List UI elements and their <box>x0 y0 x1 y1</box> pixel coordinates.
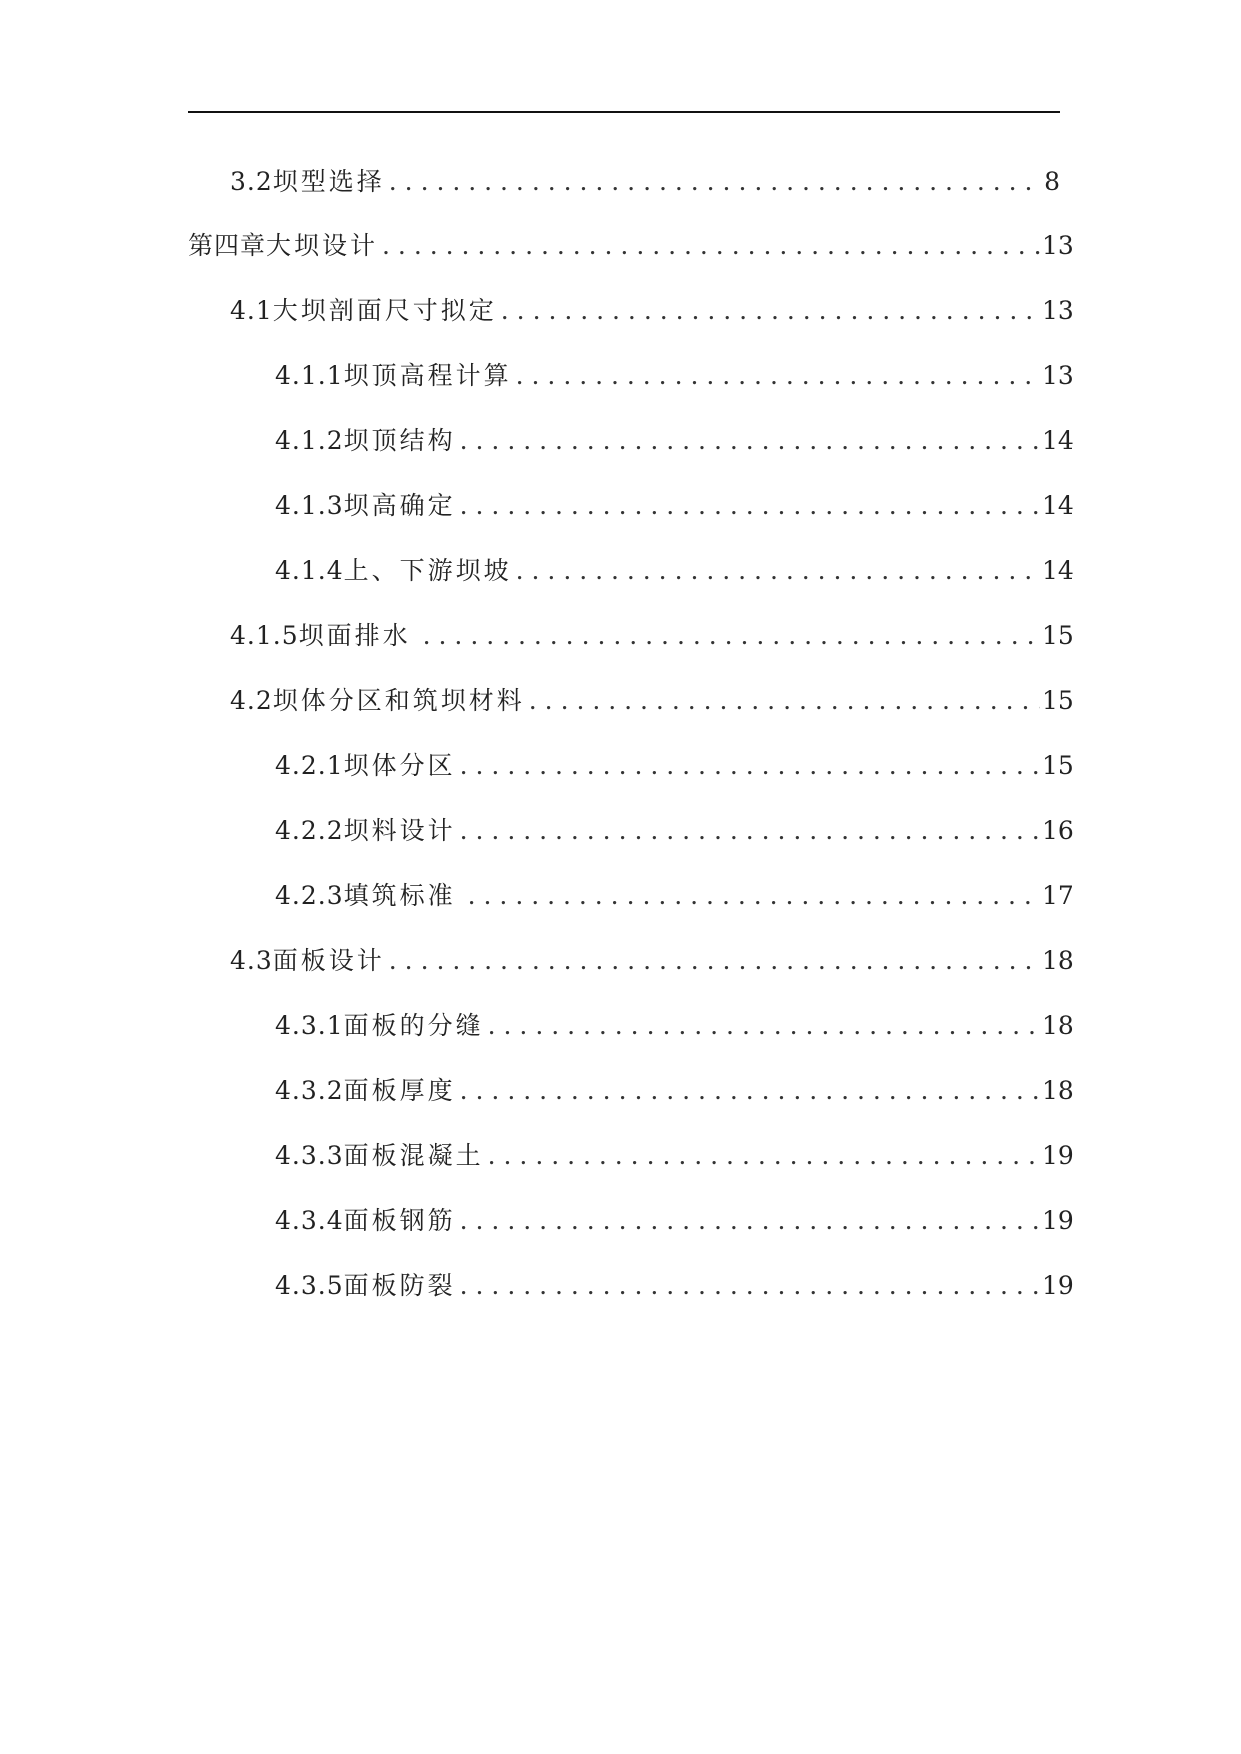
toc-dot-leader <box>385 162 1040 202</box>
header-rule <box>188 111 1060 113</box>
toc-entry-title: 面板防裂 <box>343 1271 456 1300</box>
toc-entry-page: 8 <box>1044 167 1060 196</box>
toc-dot-leader <box>484 1136 1040 1176</box>
toc-entry-page: 13 <box>1042 231 1074 260</box>
toc-dot-leader <box>456 421 1040 461</box>
toc-entry-page: 18 <box>1042 1076 1074 1105</box>
toc-entry-title: 面板混凝土 <box>343 1141 484 1170</box>
toc-entry-number: 4.1.3 <box>275 491 344 520</box>
toc-entry-number: 4.1.5 <box>230 621 299 650</box>
toc-entry-title: 坝体分区 <box>343 751 456 780</box>
toc-entry-number: 4.3 <box>230 946 273 975</box>
toc-entry[interactable] <box>188 226 1074 266</box>
toc-dot-leader <box>464 876 1040 916</box>
toc-entry-number: 4.1.2 <box>275 426 344 455</box>
toc-dot-leader <box>512 551 1040 591</box>
toc-dot-leader <box>456 746 1040 786</box>
toc-entry-number: 第四章 <box>188 231 267 260</box>
toc-entry-number: 4.3.3 <box>275 1141 344 1170</box>
toc-entry[interactable] <box>275 746 1074 786</box>
toc-entry-number: 4.2.1 <box>275 751 344 780</box>
toc-entry-number: 4.2.2 <box>275 816 344 845</box>
toc-entry-page: 14 <box>1042 426 1074 455</box>
toc-entry-title: 面板的分缝 <box>343 1011 484 1040</box>
toc-entry-page: 14 <box>1042 491 1074 520</box>
toc-dot-leader <box>456 811 1040 851</box>
toc-entry[interactable] <box>230 162 1060 202</box>
toc-entry-number: 4.3.1 <box>275 1011 344 1040</box>
toc-entry-page: 13 <box>1042 361 1074 390</box>
toc-entry-number: 4.1.1 <box>275 361 344 390</box>
toc-entry-title: 面板钢筋 <box>343 1206 456 1235</box>
toc-entry-page: 16 <box>1042 816 1074 845</box>
toc-entry[interactable] <box>275 486 1074 526</box>
toc-entry-title: 大坝设计 <box>266 231 379 260</box>
toc-entry-page: 18 <box>1042 946 1074 975</box>
toc-entry-number: 4.2 <box>230 686 273 715</box>
toc-entry-title: 面板厚度 <box>343 1076 456 1105</box>
toc-entry-number: 4.2.3 <box>275 881 344 910</box>
toc-dot-leader <box>456 1266 1040 1306</box>
toc-dot-leader <box>484 1006 1040 1046</box>
toc-entry-page: 17 <box>1042 881 1074 910</box>
toc-entry-number: 4.1 <box>230 296 273 325</box>
toc-dot-leader <box>525 681 1040 721</box>
toc-dot-leader <box>497 291 1040 331</box>
toc-entry[interactable] <box>275 1201 1074 1241</box>
toc-entry-page: 15 <box>1042 621 1074 650</box>
toc-entry[interactable] <box>230 291 1074 331</box>
toc-entry-page: 14 <box>1042 556 1074 585</box>
toc-entry-number: 3.2 <box>230 167 273 196</box>
toc-entry[interactable] <box>275 356 1074 396</box>
toc-entry-page: 15 <box>1042 686 1074 715</box>
toc-entry-title: 坝顶高程计算 <box>343 361 512 390</box>
toc-entry[interactable] <box>275 1136 1074 1176</box>
toc-entry-page: 13 <box>1042 296 1074 325</box>
toc-entry[interactable] <box>275 551 1074 591</box>
toc-entry[interactable] <box>275 1266 1074 1306</box>
toc-entry[interactable] <box>230 681 1074 721</box>
toc-entry-title: 坝高确定 <box>343 491 456 520</box>
toc-entry[interactable] <box>275 876 1074 916</box>
toc-dot-leader <box>456 1071 1040 1111</box>
toc-dot-leader <box>456 486 1040 526</box>
toc-entry-title: 坝顶结构 <box>343 426 456 455</box>
toc-dot-leader <box>378 226 1040 266</box>
toc-entry-number: 4.3.2 <box>275 1076 344 1105</box>
toc-dot-leader <box>385 941 1040 981</box>
toc-entry-number: 4.1.4 <box>275 556 344 585</box>
toc-entry-title: 坝料设计 <box>343 816 456 845</box>
toc-entry[interactable] <box>230 941 1074 981</box>
toc-dot-leader <box>456 1201 1040 1241</box>
toc-entry-page: 18 <box>1042 1011 1074 1040</box>
toc-dot-leader <box>419 616 1040 656</box>
toc-entry[interactable] <box>275 421 1074 461</box>
toc-entry-title: 上、下游坝坡 <box>343 556 512 585</box>
toc-entry-title: 坝面排水 <box>298 621 411 650</box>
toc-entry-title: 填筑标准 <box>343 881 456 910</box>
toc-entry[interactable] <box>275 811 1074 851</box>
toc-entry-title: 大坝剖面尺寸拟定 <box>272 296 497 325</box>
toc-entry[interactable] <box>275 1006 1074 1046</box>
toc-entry-title: 坝体分区和筑坝材料 <box>272 686 525 715</box>
toc-entry-page: 19 <box>1042 1206 1074 1235</box>
toc-entry[interactable] <box>230 616 1074 656</box>
toc-entry-page: 15 <box>1042 751 1074 780</box>
toc-entry-page: 19 <box>1042 1271 1074 1300</box>
toc-entry-number: 4.3.4 <box>275 1206 344 1235</box>
toc-entry-title: 面板设计 <box>272 946 385 975</box>
toc-entry-page: 19 <box>1042 1141 1074 1170</box>
toc-dot-leader <box>512 356 1040 396</box>
toc-entry-title: 坝型选择 <box>272 167 385 196</box>
toc-entry-number: 4.3.5 <box>275 1271 344 1300</box>
toc-entry[interactable] <box>275 1071 1074 1111</box>
